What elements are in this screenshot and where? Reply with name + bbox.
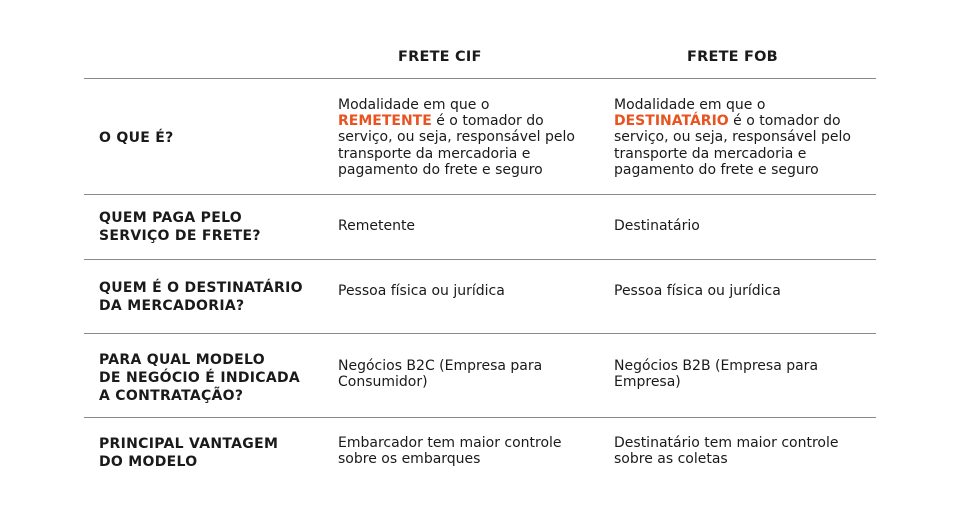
cell-cif: [338, 218, 588, 234]
row-label-line: PRINCIPAL VANTAGEM: [99, 436, 279, 452]
table-row: [84, 195, 876, 260]
table-row: [84, 260, 876, 334]
highlight-term: DESTINATÁRIO: [614, 113, 729, 130]
cell-line: Negócios B2B (Empresa para: [614, 358, 819, 374]
cell-line: Embarcador tem maior controle: [338, 435, 562, 451]
cell-line: Destinatário: [614, 218, 700, 234]
cell-line: Consumidor): [338, 374, 428, 391]
row-label: [99, 435, 309, 471]
cell-line: Remetente: [338, 218, 416, 234]
cell-fob: [614, 97, 869, 178]
cell-fob: [614, 435, 869, 467]
cell-line: serviço, ou seja, responsável pelo: [338, 129, 575, 146]
cell-line: Modalidade em que o: [614, 97, 766, 113]
row-label: [99, 351, 309, 405]
cell-cif: [338, 435, 588, 467]
row-label-line: DE NEGÓCIO É INDICADA: [99, 370, 301, 386]
row-label-line: A CONTRATAÇÃO?: [99, 388, 244, 404]
row-label-line: O QUE É?: [99, 130, 174, 146]
column-header-fob: FRETE FOB: [687, 49, 778, 65]
cell-line: pagamento do frete e seguro: [338, 161, 543, 178]
cell-line: transporte da mercadoria e: [338, 145, 531, 162]
cell-text: é o tomador do: [728, 113, 841, 130]
cell-line: [614, 113, 869, 129]
row-label-line: SERVIÇO DE FRETE?: [99, 228, 261, 244]
highlight-term: REMETENTE: [338, 113, 432, 130]
table-body: [84, 79, 876, 484]
cell-line: serviço, ou seja, responsável pelo: [614, 129, 851, 146]
cell-line: Modalidade em que o: [338, 97, 490, 113]
cell-line: Empresa): [614, 374, 681, 391]
cell-line: Pessoa física ou jurídica: [614, 283, 781, 299]
row-label: [99, 129, 309, 147]
table-row: [84, 418, 876, 484]
cell-fob: [614, 283, 869, 299]
row-label-line: QUEM É O DESTINATÁRIO: [99, 280, 303, 296]
column-header-cif: FRETE CIF: [398, 49, 482, 65]
row-label: [99, 209, 309, 245]
cell-line: [338, 113, 588, 129]
cell-line: sobre as coletas: [614, 451, 728, 468]
cell-fob: [614, 218, 869, 234]
cell-cif: [338, 97, 588, 178]
row-label-line: DO MODELO: [99, 454, 198, 470]
cell-line: Negócios B2C (Empresa para: [338, 358, 543, 374]
row-label-line: PARA QUAL MODELO: [99, 352, 265, 368]
row-label-line: QUEM PAGA PELO: [99, 210, 242, 226]
table-row: [84, 334, 876, 418]
comparison-table: [84, 40, 876, 484]
cell-line: Pessoa física ou jurídica: [338, 283, 505, 299]
cell-line: Destinatário tem maior controle: [614, 435, 839, 451]
cell-line: sobre os embarques: [338, 451, 481, 468]
table-header: [84, 40, 876, 79]
cell-cif: [338, 283, 588, 299]
cell-cif: [338, 358, 588, 390]
cell-text: é o tomador do: [431, 113, 544, 130]
cell-line: transporte da mercadoria e: [614, 145, 807, 162]
cell-fob: [614, 358, 869, 390]
cell-line: pagamento do frete e seguro: [614, 161, 819, 178]
table-row: [84, 79, 876, 195]
row-label-line: DA MERCADORIA?: [99, 298, 245, 314]
row-label: [99, 279, 309, 315]
